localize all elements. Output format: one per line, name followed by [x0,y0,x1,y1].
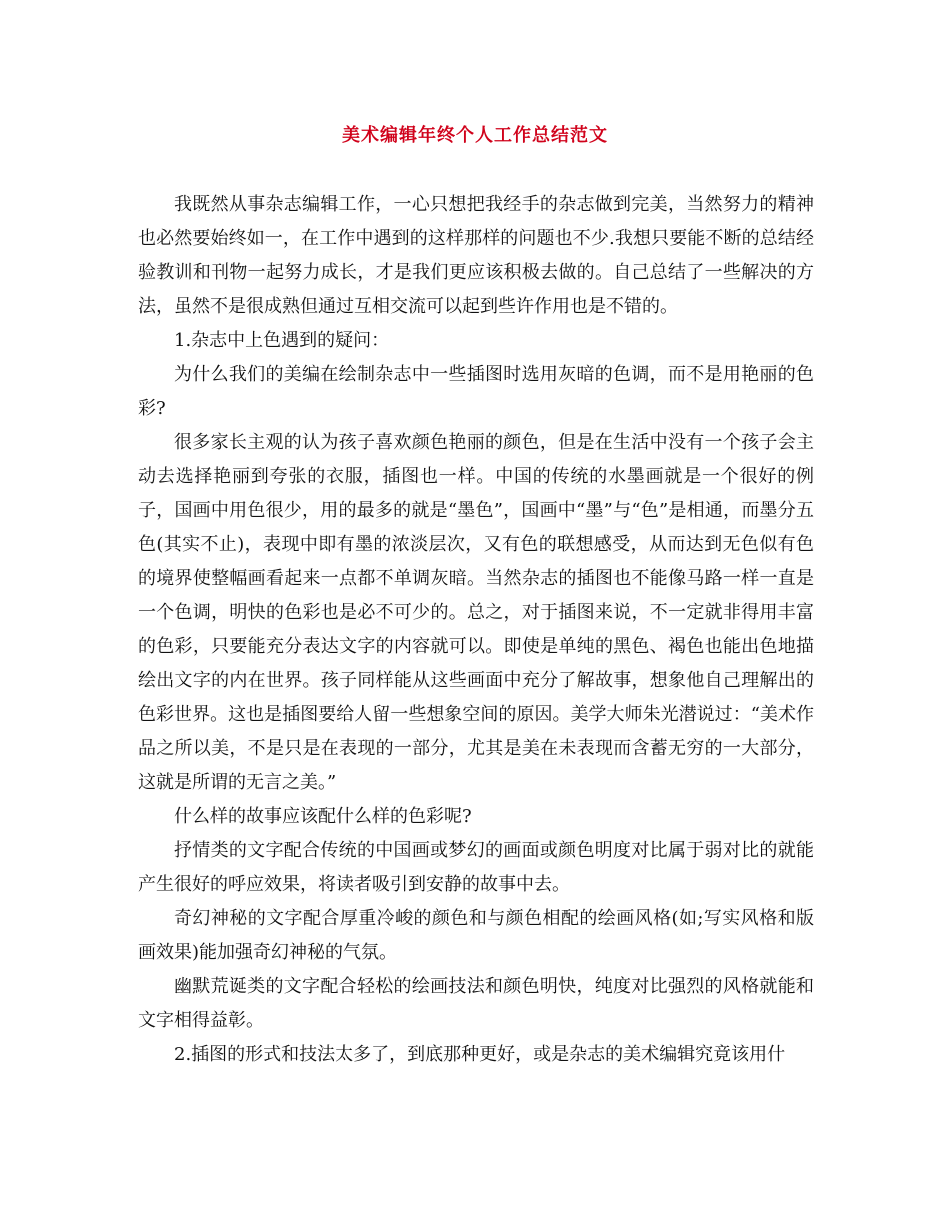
paragraph: 2.插图的形式和技法太多了，到底那种更好，或是杂志的美术编辑究竟该用什 [174,1044,786,1065]
paragraph: 抒情类的文字配合传统的中国画或梦幻的画面或颜色明度对比属于弱对比的就能产生很好的呼应效果，将读者吸引到安静的故事中去。 [138,840,814,895]
document-title: 美术编辑年终个人工作总结范文 [342,125,608,146]
paragraph: 幽默荒诞类的文字配合轻松的绘画技法和颜色明快，纯度对比强烈的风格就能和文字相得益彰。 [138,976,814,1031]
document-body [138,188,814,1072]
paragraph: 我既然从事杂志编辑工作，一心只想把我经手的杂志做到完美，当然努力的精神也必然要始终如一，在工作中遇到的这样那样的问题也不少.我想只要能不断的总结经验教训和刊物一起努力成长，才是我们更应该积极去做的。自己总结了一些解决的方法，虽然不是很成熟但通过互相交流可以起到些许作用也是不错的。 [138,194,814,317]
paragraph: 为什么我们的美编在绘制杂志中一些插图时选用灰暗的色调，而不是用艳丽的色彩? [138,364,814,419]
paragraph: 奇幻神秘的文字配合厚重冷峻的颜色和与颜色相配的绘画风格(如;写实风格和版画效果)能加强奇幻神秘的气氛。 [138,908,814,963]
paragraph: 1.杂志中上色遇到的疑问： [174,330,390,351]
paragraph: 什么样的故事应该配什么样的色彩呢? [174,806,472,827]
paragraph: 很多家长主观的认为孩子喜欢颜色艳丽的颜色，但是在生活中没有一个孩子会主动去选择艳丽到夸张的衣服，插图也一样。中国的传统的水墨画就是一个很好的例子，国画中用色很少，用的最多的就是“墨色”，国画中“墨”与“色”是相通，而墨分五色(其实不止)，表现中即有墨的浓淡层次，又有色的联想感受，从而达到无色似有色的境界使整幅画看起来一点都不单调灰暗。当然杂志的插图也不能像马路一样一直是一个色调，明快的色彩也是必不可少的。总之，对于插图来说，不一定就非得用丰富的色彩，只要能充分表达文字的内容就可以。即使是单纯的黑色、褐色也能出色地描绘出文字的内在世界。孩子同样能从这些画面中充分了解故事，想象他自己理解出的色彩世界。这也是插图要给人留一些想象空间的原因。美学大师朱光潜说过：“美术作品之所以美，不是只是在表现的一部分，尤其是美在未表现而含蓄无穷的一大部分，这就是所谓的无言之美。” [138,432,814,793]
